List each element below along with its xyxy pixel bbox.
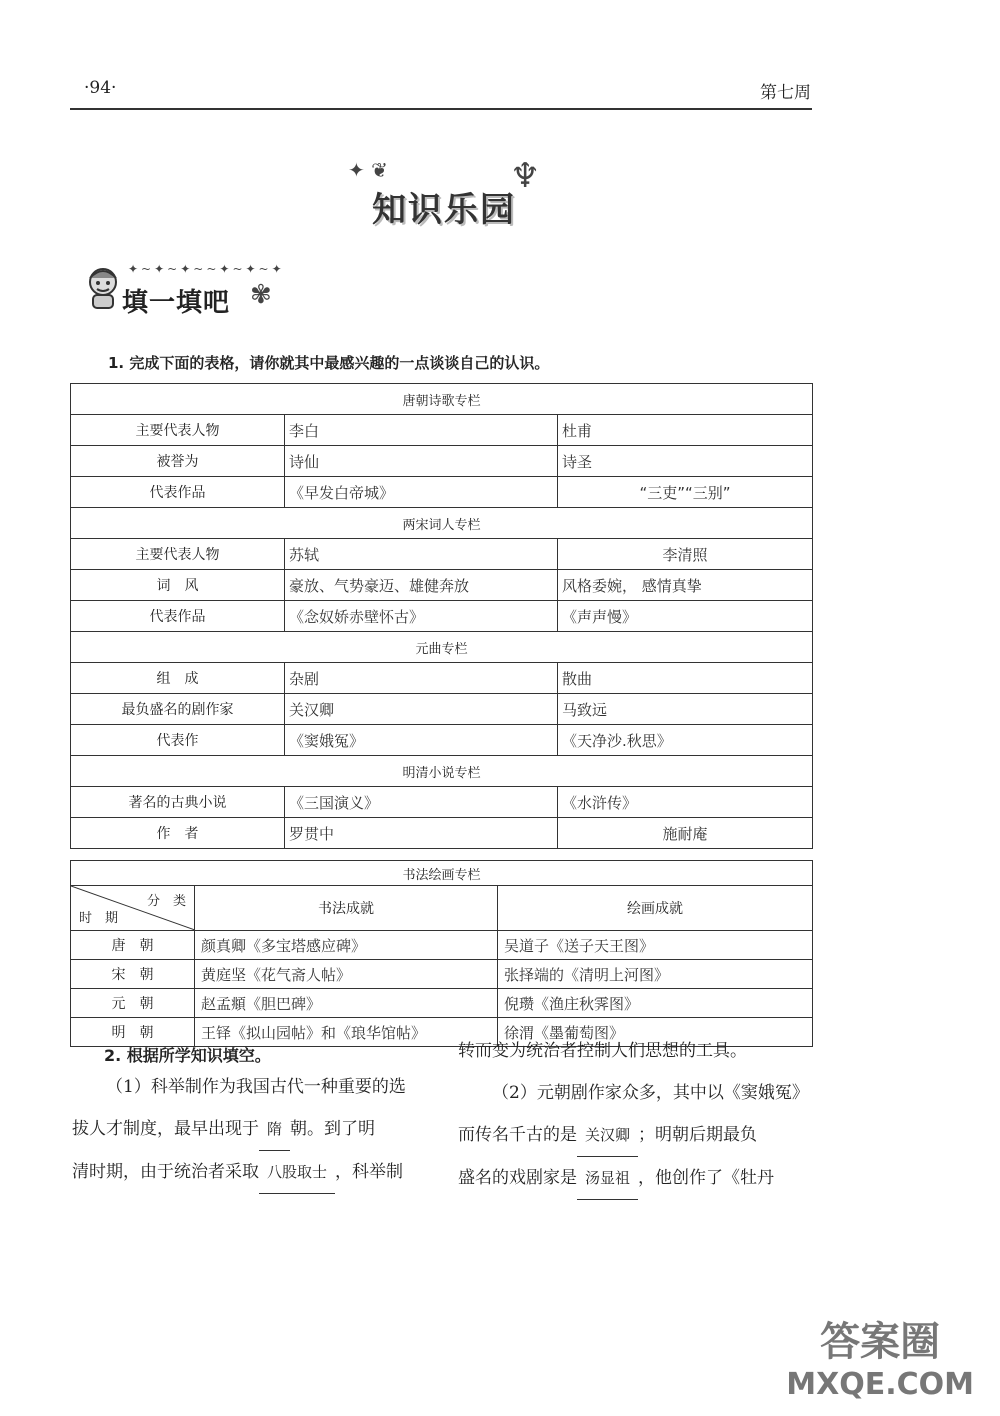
answer-cell: 散曲 (558, 663, 813, 694)
answer-cell: 《水浒传》 (558, 787, 813, 818)
banner-title: 填一填吧 (122, 288, 231, 318)
answer-cell: 李清照 (558, 539, 813, 570)
answer-cell: 诗圣 (558, 446, 813, 477)
tang-header: 唐朝诗歌专栏 (71, 384, 813, 415)
answer-blank: 关汉卿 (577, 1114, 638, 1157)
answer-cell: 倪瓒《渔庄秋霁图》 (498, 989, 813, 1018)
col-calligraphy: 书法成就 (195, 886, 498, 931)
row-label: 代表作品 (71, 477, 285, 508)
q2-text: 拔人才制度，最早出现于 (72, 1119, 259, 1139)
tree-icon: ♆ (510, 156, 541, 196)
question-2-title: 2. 根据所学知识填空。 (104, 1046, 271, 1065)
flower-icon: ✾ (250, 280, 272, 310)
answer-cell: 李白 (285, 415, 558, 446)
answer-cell: 杂剧 (285, 663, 558, 694)
q2-line (458, 1157, 818, 1200)
header-rule (70, 108, 812, 110)
row-label: 元 朝 (71, 989, 195, 1018)
answer-cell: 赵孟頫《胆巴碑》 (195, 989, 498, 1018)
row-label: 最负盛名的剧作家 (71, 694, 285, 725)
answer-cell: 《三国演义》 (285, 787, 558, 818)
row-label: 词 风 (71, 570, 285, 601)
q2-text: ；明朝后期最负 (638, 1125, 758, 1145)
answer-cell: 苏轼 (285, 539, 558, 570)
row-label: 宋 朝 (71, 960, 195, 989)
week-label: 第七周 (760, 83, 811, 103)
answer-cell: 杜甫 (558, 415, 813, 446)
row-label: 代表作品 (71, 601, 285, 632)
row-label: 主要代表人物 (71, 539, 285, 570)
answer-cell: 颜真卿《多宝塔感应碑》 (195, 931, 498, 960)
mascot-icon (78, 262, 128, 312)
answer-cell: 王铎《拟山园帖》和《琅华馆帖》 (195, 1018, 498, 1047)
diag-bottom-label: 时 期 (79, 911, 119, 926)
watermark-line2: MXQE.COM (786, 1367, 974, 1402)
answer-cell: 《天净沙.秋思》 (558, 725, 813, 756)
answer-cell: 豪放、气势豪迈、雄健奔放 (285, 570, 558, 601)
q2-line: （2）元朝剧作家众多，其中以《窦娥冤》 (492, 1083, 809, 1103)
q2-text: 盛名的戏剧家是 (458, 1168, 577, 1188)
ming-header: 明清小说专栏 (71, 756, 813, 787)
answer-cell: 吴道子《送子天王图》 (498, 931, 813, 960)
answer-cell: 《窦娥冤》 (285, 725, 558, 756)
row-label: 著名的古典小说 (71, 787, 285, 818)
answer-cell: 黄庭坚《花气斋人帖》 (195, 960, 498, 989)
right-column (458, 1030, 818, 1200)
watermark (786, 1310, 974, 1402)
answer-cell: “三吏”“三别” (558, 477, 813, 508)
row-label: 明 朝 (71, 1018, 195, 1047)
butterfly-icon: ✦ ❦ (348, 158, 388, 182)
left-column (72, 1066, 432, 1194)
q2-text: 朝。到了明 (290, 1119, 376, 1139)
col-painting: 绘画成就 (498, 886, 813, 931)
row-label: 作 者 (71, 818, 285, 849)
answer-cell: 风格委婉， 感情真挚 (558, 570, 813, 601)
diag-top-label: 分 类 (146, 894, 186, 909)
answer-blank: 八股取士 (259, 1151, 335, 1194)
q2-text: 清时期，由于统治者采取 (72, 1162, 259, 1182)
answer-cell: 罗贯中 (285, 818, 558, 849)
q2-line (72, 1151, 432, 1194)
q2-text: 而传名千古的是 (458, 1125, 577, 1145)
answer-blank: 隋 (259, 1108, 290, 1151)
row-label: 组 成 (71, 663, 285, 694)
yuan-header: 元曲专栏 (71, 632, 813, 663)
answer-cell: 施耐庵 (558, 818, 813, 849)
answer-cell: 马致远 (558, 694, 813, 725)
art-header: 书法绘画专栏 (71, 861, 813, 886)
answer-cell: 关汉卿 (285, 694, 558, 725)
answer-cell: 张择端的《清明上河图》 (498, 960, 813, 989)
stars-decoration-icon: ✦~✦~✦~~✦~✦~✦ (128, 262, 285, 276)
question-1: 1. 完成下面的表格，请你就其中最感兴趣的一点谈谈自己的认识。 (108, 354, 550, 372)
q2-line: 转而变为统治者控制人们思想的工具。 (458, 1041, 747, 1061)
watermark-line1: 答案圈 (820, 1319, 941, 1365)
calligraphy-painting-table (70, 860, 813, 1047)
knowledge-table (70, 383, 813, 849)
row-label: 主要代表人物 (71, 415, 285, 446)
row-label: 被誉为 (71, 446, 285, 477)
q2-line: （1）科举制作为我国古代一种重要的选 (106, 1077, 406, 1097)
q2-text: ，他创作了《牡丹 (638, 1168, 775, 1188)
q2-line (458, 1114, 818, 1157)
diagonal-header-cell (71, 886, 195, 931)
song-header: 两宋词人专栏 (71, 508, 813, 539)
q2-text: ，科举制 (335, 1162, 404, 1182)
answer-cell: 诗仙 (285, 446, 558, 477)
answer-cell: 《念奴娇赤壁怀古》 (285, 601, 558, 632)
section-title: 知识乐园 (372, 190, 516, 230)
q2-line (72, 1108, 432, 1151)
row-label: 唐 朝 (71, 931, 195, 960)
answer-cell: 徐渭《墨葡萄图》 (498, 1018, 813, 1047)
answer-cell: 《声声慢》 (558, 601, 813, 632)
row-label: 代表作 (71, 725, 285, 756)
page-number: ·94· (84, 78, 117, 98)
answer-blank: 汤显祖 (577, 1157, 638, 1200)
answer-cell: 《早发白帝城》 (285, 477, 558, 508)
